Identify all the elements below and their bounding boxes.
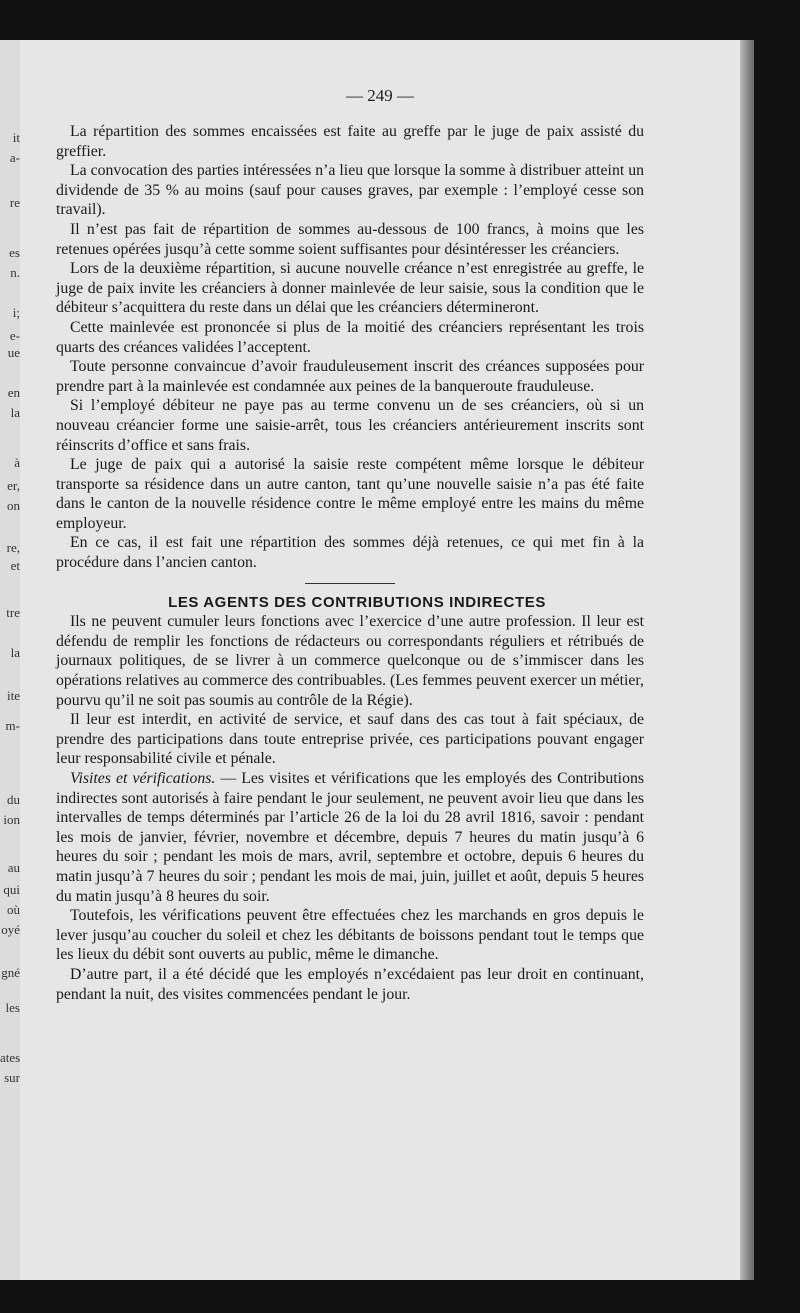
paragraph: Il leur est interdit, en activité de service, et sauf dans des cas tout à fait spéciaux, de prendre des participations dans toute entreprise privée, ces participations pouvant engager leur responsabilité civile et pénale. xyxy=(56,711,644,768)
margin-fragment: du xyxy=(7,792,20,807)
margin-fragment: es xyxy=(9,245,20,260)
margin-fragment: e- xyxy=(9,328,20,343)
paragraph: Toute personne convaincue d’avoir frauduleusement inscrit des créances supposées pour prendre part à la mainlevée est condamnée aux peines de la banqueroute frauduleuse. xyxy=(56,358,644,395)
margin-fragment: qui xyxy=(3,882,20,897)
margin-fragment: au xyxy=(7,860,20,875)
visits-text: — Les visites et vérifications que les employés des Contributions indirectes sont autorisés à faire pendant le jour seulement, ne peuvent avoir lieu que dans les intervalles de temps déterminés par l’article 26 de la loi du 28 avril 1816, savoir : pendant les mois de janvier, février, novembre et décembre, depuis 7 heures du matin jusqu’à 6 heures du soir ; pendant les mois de mars, avril, septembre et octobre, depuis 6 heures du matin jusqu’à 7 heures du soir ; pendant les mois de mai, juin, juillet et août, depuis 5 heures du matin jusqu’à 8 heures du soir. xyxy=(56,770,645,905)
previous-page-edge xyxy=(0,40,20,1280)
paragraph: La convocation des parties intéressées n’a lieu que lorsque la somme à distribuer atteint un dividende de 35 % au moins (sauf pour causes graves, par exemple : l’employé cesse son travail). xyxy=(56,162,644,219)
paragraph: Toutefois, les vérifications peuvent être effectuées chez les marchands en gros depuis le lever jusqu’au coucher du soleil et chez les débitants de boissons pendant tout le temps que les lieux du débit sont ouverts au public, même le dimanche. xyxy=(56,907,644,964)
book-page xyxy=(20,40,740,1280)
visits-lead: Visites et vérifications. xyxy=(70,770,216,787)
margin-fragment: oyé xyxy=(1,922,20,937)
visits-paragraph xyxy=(56,769,644,906)
margin-fragment: gné xyxy=(1,965,20,980)
margin-fragment: tre xyxy=(6,605,20,620)
page-number: — 249 — xyxy=(346,86,414,105)
margin-fragment: ates xyxy=(0,1050,20,1065)
margin-fragment: ue xyxy=(7,345,20,360)
margin-fragment: re, xyxy=(6,540,20,555)
section-divider xyxy=(305,583,395,584)
paragraph: Lors de la deuxième répartition, si aucune nouvelle créance n’est enregistrée au greffe, le juge de paix invite les créanciers à donner mainlevée de leur saisie, sous la condition que le débiteur s’acquittera du reste dans un délai que les créanciers détermineront. xyxy=(56,260,644,317)
margin-fragment: ite xyxy=(7,688,20,703)
paragraph: Le juge de paix qui a autorisé la saisie reste compétent même lorsque le débiteur transporte sa résidence dans un autre canton, tant qu’une nouvelle saisie n’a pas été faite dans le canton de la nouvelle résidence contre le même employé entre les mains du même employeur. xyxy=(56,456,644,532)
margin-fragment: où xyxy=(7,902,20,917)
margin-fragment: et xyxy=(10,558,20,573)
paragraph: D’autre part, il a été décidé que les employés n’excédaient pas leur droit en continuant, pendant la nuit, des visites commencées pendant le jour. xyxy=(56,965,644,1003)
page-body xyxy=(56,122,644,1004)
section-heading: LES AGENTS DES CONTRIBUTIONS INDIRECTES xyxy=(168,593,546,611)
paragraph: Si l’employé débiteur ne paye pas au terme convenu un de ses créanciers, où si un nouveau créancier forme une saisie-arrêt, tous les créanciers antérieurement inscrits sont réinscrits d’office et sans frais. xyxy=(56,397,644,454)
margin-fragment: à xyxy=(14,455,20,470)
margin-fragment: en xyxy=(7,385,20,400)
paragraphs-final xyxy=(56,906,644,1004)
margin-fragment: la xyxy=(10,405,20,420)
margin-fragment: i; xyxy=(12,305,20,320)
page-stack-edge xyxy=(740,40,754,1280)
margin-fragment: on xyxy=(7,498,20,513)
margin-fragment: er, xyxy=(7,478,20,493)
paragraph: Il n’est pas fait de répartition de sommes au-dessous de 100 francs, à moins que les retenues opérées jusqu’à cette somme soient suffisantes pour désintéresser les créanciers. xyxy=(56,220,644,258)
paragraphs-after xyxy=(56,612,644,769)
margin-fragment: re xyxy=(9,195,20,210)
margin-fragment: ion xyxy=(3,812,20,827)
paragraph: Ils ne peuvent cumuler leurs fonctions avec l’exercice d’une autre profession. Il leur est défendu de remplir les fonctions de rédacteurs ou correspondants réguliers et rétribués de journaux politiques, de se livrer à un commerce quelconque ou de s’immiscer dans les opérations relatives au commerce des contribuables. (Les femmes peuvent exercer un métier, pourvu qu’il ne soit pas soumis au contrôle de la Régie). xyxy=(56,613,644,709)
margin-fragment: it xyxy=(12,130,20,145)
paragraphs-before xyxy=(56,122,644,573)
paragraph: Cette mainlevée est prononcée si plus de la moitié des créanciers représentant les trois quarts des créances validées l’acceptent. xyxy=(56,318,644,356)
margin-fragment: la xyxy=(10,645,20,660)
paragraph: La répartition des sommes encaissées est faite au greffe par le juge de paix assisté du greffier. xyxy=(56,123,644,160)
margin-fragment: a- xyxy=(9,150,20,165)
margin-fragment: les xyxy=(5,1000,20,1015)
paragraph: En ce cas, il est fait une répartition des sommes déjà retenues, ce qui met fin à la procédure dans l’ancien canton. xyxy=(56,534,644,572)
margin-fragment: sur xyxy=(4,1070,20,1085)
margin-fragment: m- xyxy=(5,718,20,733)
margin-fragment: n. xyxy=(10,265,20,280)
